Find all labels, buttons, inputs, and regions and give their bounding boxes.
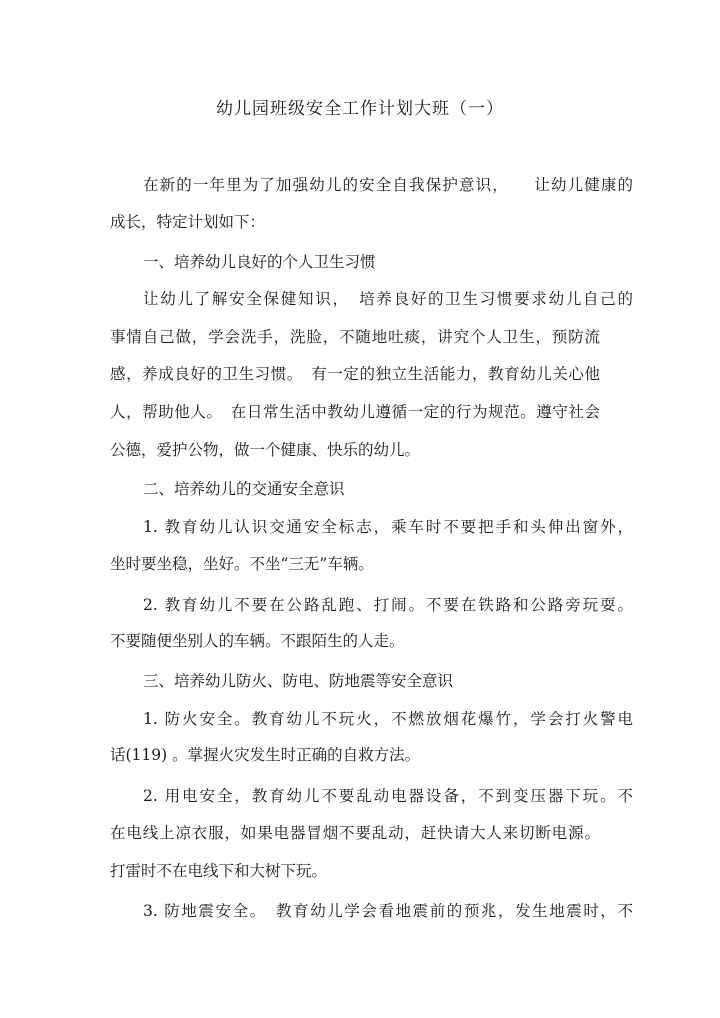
paragraph-line: 2. 教育幼儿不要在公路乱跑、打闹。不要在铁路和公路旁玩耍。 xyxy=(143,596,633,614)
paragraph-line: 让幼儿了解安全保健知识， 培养良好的卫生习惯要求幼儿自己的 xyxy=(143,290,633,308)
paragraph-line: 人，帮助他人。 在日常生活中教幼儿遵循一定的行为规范。遵守社会 xyxy=(110,403,600,421)
paragraph-line: 坐时要坐稳，坐好。不坐“三无”车辆。 xyxy=(110,555,374,573)
paragraph-line: 感，养成良好的卫生习惯。 有一定的独立生活能力，教育幼儿关心他 xyxy=(110,365,600,383)
section-heading: 二、培养幼儿的交通安全意识 xyxy=(143,480,345,498)
paragraph-line: 1. 教育幼儿认识交通安全标志，乘车时不要把手和头伸出窗外， xyxy=(143,518,633,536)
paragraph-line: 1. 防火安全。教育幼儿不玩火，不燃放烟花爆竹，学会打火警电 xyxy=(143,710,633,728)
paragraph-line: 2. 用电安全，教育幼儿不要乱动电器设备，不到变压器下玩。不 xyxy=(143,787,633,805)
paragraph-line: 在新的一年里为了加强幼儿的安全自我保护意识， 让幼儿健康的 xyxy=(143,176,633,194)
section-heading: 一、培养幼儿良好的个人卫生习惯 xyxy=(143,253,376,271)
paragraph-line: 话(119) 。掌握火灾发生时正确的自救方法。 xyxy=(110,746,421,764)
paragraph-line: 成长，特定计划如下： xyxy=(110,213,266,231)
paragraph-line: 3. 防地震安全。 教育幼儿学会看地震前的预兆，发生地震时，不 xyxy=(143,902,633,920)
paragraph-line: 公德，爱护公物，做一个健康、快乐的幼儿。 xyxy=(110,441,421,459)
paragraph-line: 在电线上凉衣服，如果电器冒烟不要乱动，赶快请大人来切断电源。 xyxy=(110,824,600,842)
paragraph-line: 事情自己做，学会洗手，洗脸，不随地吐痰，讲究个人卫生，预防流 xyxy=(110,328,600,346)
paragraph-line: 不要随便坐别人的车辆。不跟陌生的人走。 xyxy=(110,632,405,650)
paragraph-line: 打雷时不在电线下和大树下玩。 xyxy=(110,862,328,880)
document-title: 幼儿园班级安全工作计划大班（一） xyxy=(216,99,504,119)
section-heading: 三、培养幼儿防火、防电、防地震等安全意识 xyxy=(143,672,454,690)
